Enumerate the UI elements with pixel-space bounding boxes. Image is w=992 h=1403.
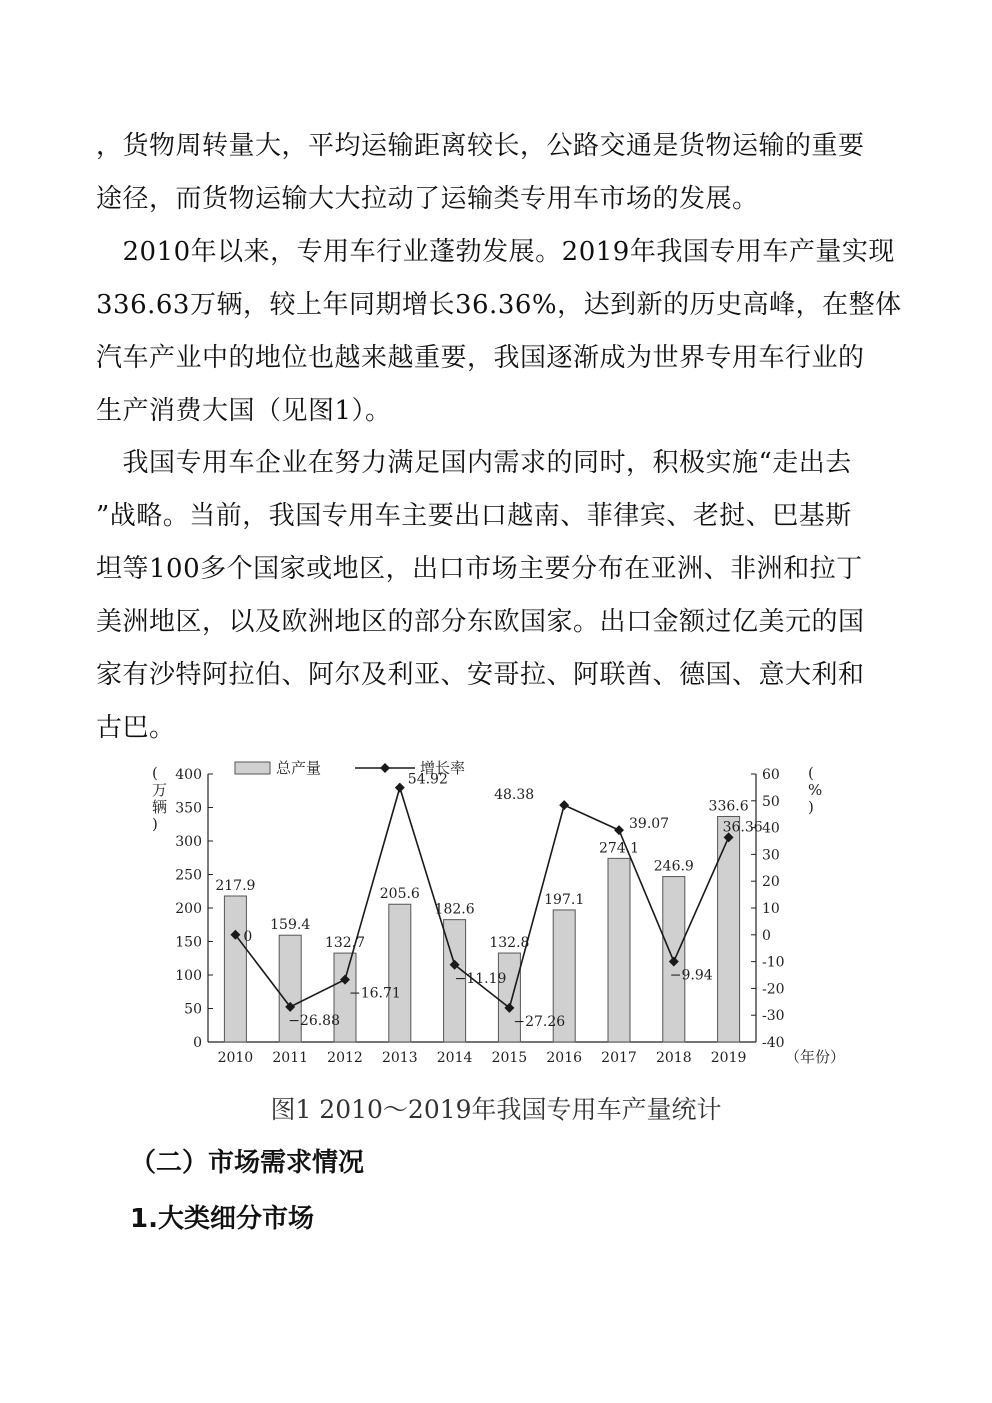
bar-series xyxy=(215,798,748,1042)
right-tick-label: 10 xyxy=(762,901,780,917)
x-tick-label: 2014 xyxy=(436,1050,473,1066)
text-line: 生产消费大国（见图1）。 xyxy=(96,396,392,426)
x-tick-label: 2011 xyxy=(272,1050,309,1066)
growth-value-label: 54.92 xyxy=(407,771,448,788)
bar-value-label: 205.6 xyxy=(379,886,420,903)
unit-char: ) xyxy=(808,798,814,816)
bar xyxy=(389,904,411,1042)
growth-point xyxy=(559,800,569,810)
section-heading: （二）市场需求情况 xyxy=(130,1148,365,1178)
text-line: 我国专用车企业在努力满足国内需求的同时，积极实施“走出去 xyxy=(96,448,852,478)
x-axis-label: （年份） xyxy=(785,1048,846,1066)
right-tick-label: -20 xyxy=(762,981,785,998)
left-tick-label: 400 xyxy=(175,767,202,783)
growth-value-label: −27.26 xyxy=(513,1013,566,1030)
bar xyxy=(608,858,630,1042)
right-tick-label: 50 xyxy=(762,793,780,810)
paragraph-1 xyxy=(96,120,896,226)
text-line: 美洲地区，以及欧洲地区的部分东欧国家。出口金额过亿美元的国 xyxy=(96,607,865,637)
bar-value-label: 336.6 xyxy=(708,798,749,815)
bar-value-label: 182.6 xyxy=(434,901,475,918)
bar-value-label: 132.7 xyxy=(324,935,366,952)
legend-line-label: 增长率 xyxy=(420,759,466,777)
text-line: 汽车产业中的地位也越来越重要，我国逐渐成为世界专用车行业的 xyxy=(96,343,865,373)
right-tick-label: 40 xyxy=(762,820,780,837)
legend-line-marker xyxy=(380,763,390,773)
left-tick-label: 150 xyxy=(175,934,202,951)
right-tick-label: -40 xyxy=(762,1035,785,1051)
bar-value-label: 217.9 xyxy=(215,878,256,895)
unit-char: 万 xyxy=(152,781,168,799)
subsection-heading: 1.大类细分市场 xyxy=(130,1204,314,1234)
left-tick-label: 0 xyxy=(193,1035,202,1051)
text-line: 家有沙特阿拉伯、阿尔及利亚、安哥拉、阿联酋、德国、意大利和 xyxy=(96,660,865,690)
growth-value-label: −16.71 xyxy=(349,985,401,1002)
x-tick-label: 2019 xyxy=(710,1050,747,1066)
legend-bar-label: 总产量 xyxy=(276,759,322,777)
unit-char: ( xyxy=(152,764,158,782)
right-tick-label: -10 xyxy=(762,954,785,971)
unit-char: ( xyxy=(808,764,814,782)
growth-value-label: 48.38 xyxy=(494,787,535,804)
left-axis-unit-label xyxy=(152,764,167,833)
figure-caption: 图1 2010～2019年我国专用车产量统计 xyxy=(270,1095,722,1124)
right-tick-label: -30 xyxy=(762,1008,785,1025)
growth-value-label: −9.94 xyxy=(669,967,713,984)
right-axis-unit-label xyxy=(808,764,822,816)
text-line: 336.63万辆，较上年同期增长36.36%，达到新的历史高峰，在整体 xyxy=(96,290,902,320)
text-line: 途径，而货物运输大大拉动了运输类专用车市场的发展。 xyxy=(96,184,759,214)
x-tick-label: 2012 xyxy=(327,1050,363,1066)
growth-value-label: 0 xyxy=(243,928,253,945)
right-tick-label: 20 xyxy=(762,874,780,891)
production-chart xyxy=(140,752,860,1077)
unit-char: ) xyxy=(152,815,158,833)
left-tick-label: 100 xyxy=(175,968,202,984)
text-line: ，货物周转量大，平均运输距离较长，公路交通是货物运输的重要 xyxy=(96,131,865,161)
text-line: 古巴。 xyxy=(96,713,176,743)
bar-value-label: 159.4 xyxy=(270,917,311,934)
text-line: 坦等100多个国家或地区，出口市场主要分布在亚洲、非洲和拉丁 xyxy=(96,554,863,584)
growth-value-label: −11.19 xyxy=(454,970,507,987)
unit-char: % xyxy=(808,781,823,799)
unit-char: 辆 xyxy=(152,798,168,816)
bar xyxy=(224,896,246,1042)
growth-value-label: 36.36 xyxy=(722,819,763,836)
x-tick-label: 2016 xyxy=(546,1050,583,1066)
left-tick-label: 200 xyxy=(175,901,202,917)
left-tick-label: 250 xyxy=(175,867,202,884)
x-tick-label: 2015 xyxy=(491,1050,528,1066)
bar-value-label: 274.1 xyxy=(598,840,640,857)
right-tick-label: 0 xyxy=(762,927,771,944)
growth-point xyxy=(614,825,624,835)
growth-value-label: 39.07 xyxy=(629,816,670,833)
bar-value-label: 197.1 xyxy=(544,891,585,908)
left-tick-label: 350 xyxy=(175,800,202,817)
bar-value-label: 246.9 xyxy=(653,858,694,875)
growth-point xyxy=(395,783,405,793)
bar xyxy=(718,816,740,1042)
x-tick-label: 2013 xyxy=(381,1050,418,1066)
paragraph-3 xyxy=(96,437,896,755)
growth-value-label: −26.88 xyxy=(288,1012,341,1029)
text-line: ”战略。当前，我国专用车主要出口越南、菲律宾、老挝、巴基斯 xyxy=(96,501,852,531)
bar-value-label: 132.8 xyxy=(489,935,530,952)
x-tick-label: 2017 xyxy=(601,1050,637,1066)
legend-bar-swatch xyxy=(235,762,270,774)
right-tick-label: 60 xyxy=(762,767,780,783)
left-tick-label: 300 xyxy=(175,834,202,850)
x-tick-label: 2018 xyxy=(655,1050,692,1066)
right-tick-label: 30 xyxy=(762,847,780,864)
text-line: 2010年以来，专用车行业蓬勃发展。2019年我国专用车产量实现 xyxy=(96,237,895,267)
x-tick-label: 2010 xyxy=(217,1050,254,1066)
left-tick-label: 50 xyxy=(184,1001,202,1018)
paragraph-2 xyxy=(96,226,902,438)
